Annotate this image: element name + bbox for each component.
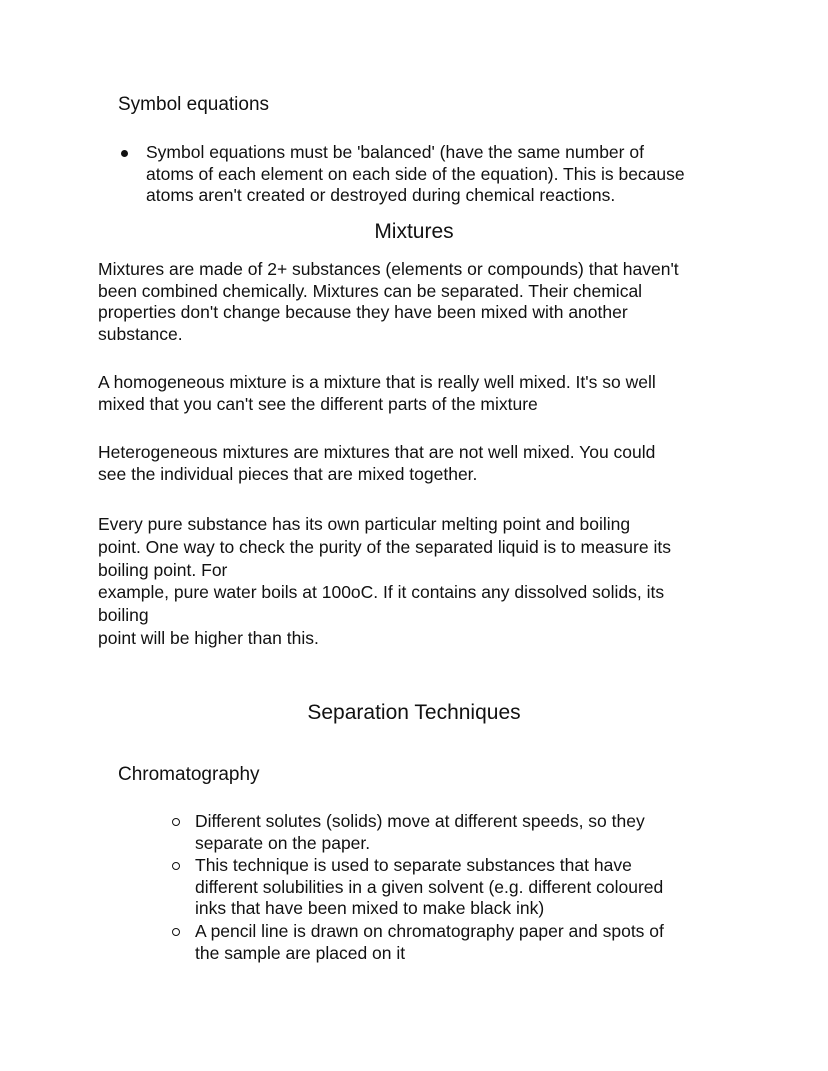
text-line: the sample are placed on it [195, 942, 406, 963]
text-line: properties don't change because they have been mixed with another [98, 302, 628, 323]
hollow-bullet-icon [172, 818, 180, 826]
text-line: Different solutes (solids) move at different speeds, so they [195, 811, 645, 831]
bullet-chromatography-2 [195, 855, 663, 920]
text-line: mixed that you can't see the different parts of the mixture [98, 393, 538, 414]
text-line: Every pure substance has its own particular melting point and boiling [98, 514, 631, 534]
paragraph-homogeneous [98, 372, 656, 415]
text-line: boiling [98, 605, 149, 626]
text-line: separate on the paper. [195, 832, 371, 853]
text-line: This technique is used to separate substances that have [195, 855, 632, 875]
text-line: example, pure water boils at 100oC. If it contains any dissolved solids, its [98, 582, 665, 603]
text-line: A pencil line is drawn on chromatography paper and spots of [195, 921, 664, 941]
hollow-bullet-icon [172, 928, 180, 936]
text-line: point. One way to check the purity of the separated liquid is to measure its [98, 536, 671, 557]
bullet-icon [121, 150, 128, 157]
text-line: substance. [98, 323, 183, 344]
text-line: atoms aren't created or destroyed during chemical reactions. [146, 185, 616, 206]
text-line: point will be higher than this. [98, 627, 319, 648]
heading-chromatography: Chromatography [118, 764, 260, 785]
paragraph-heterogeneous [98, 442, 655, 485]
heading-separation-techniques: Separation Techniques [307, 701, 521, 724]
text-line: been combined chemically. Mixtures can be separated. Their chemical [98, 280, 643, 301]
heading-symbol-equations: Symbol equations [118, 94, 270, 115]
text-line: atoms of each element on each side of the equation). This is because [146, 163, 685, 184]
text-line: inks that have been mixed to make black ink) [195, 898, 545, 919]
heading-mixtures: Mixtures [374, 220, 454, 243]
bullet-symbol-equations [146, 142, 685, 207]
bullet-chromatography-1 [195, 811, 645, 854]
text-line: A homogeneous mixture is a mixture that is really well mixed. It's so well [98, 372, 656, 392]
hollow-bullet-icon [172, 862, 180, 870]
text-line: Mixtures are made of 2+ substances (elements or compounds) that haven't [98, 259, 679, 279]
paragraph-mixtures-definition [98, 259, 679, 345]
text-line: different solubilities in a given solvent (e.g. different coloured [195, 876, 664, 897]
paragraph-purity [98, 513, 671, 650]
text-line: Symbol equations must be 'balanced' (have the same number of [146, 142, 644, 162]
text-line: Heterogeneous mixtures are mixtures that are not well mixed. You could [98, 442, 656, 462]
bullet-chromatography-3 [195, 921, 664, 964]
text-line: boiling point. For [98, 559, 228, 580]
text-line: see the individual pieces that are mixed together. [98, 463, 478, 484]
